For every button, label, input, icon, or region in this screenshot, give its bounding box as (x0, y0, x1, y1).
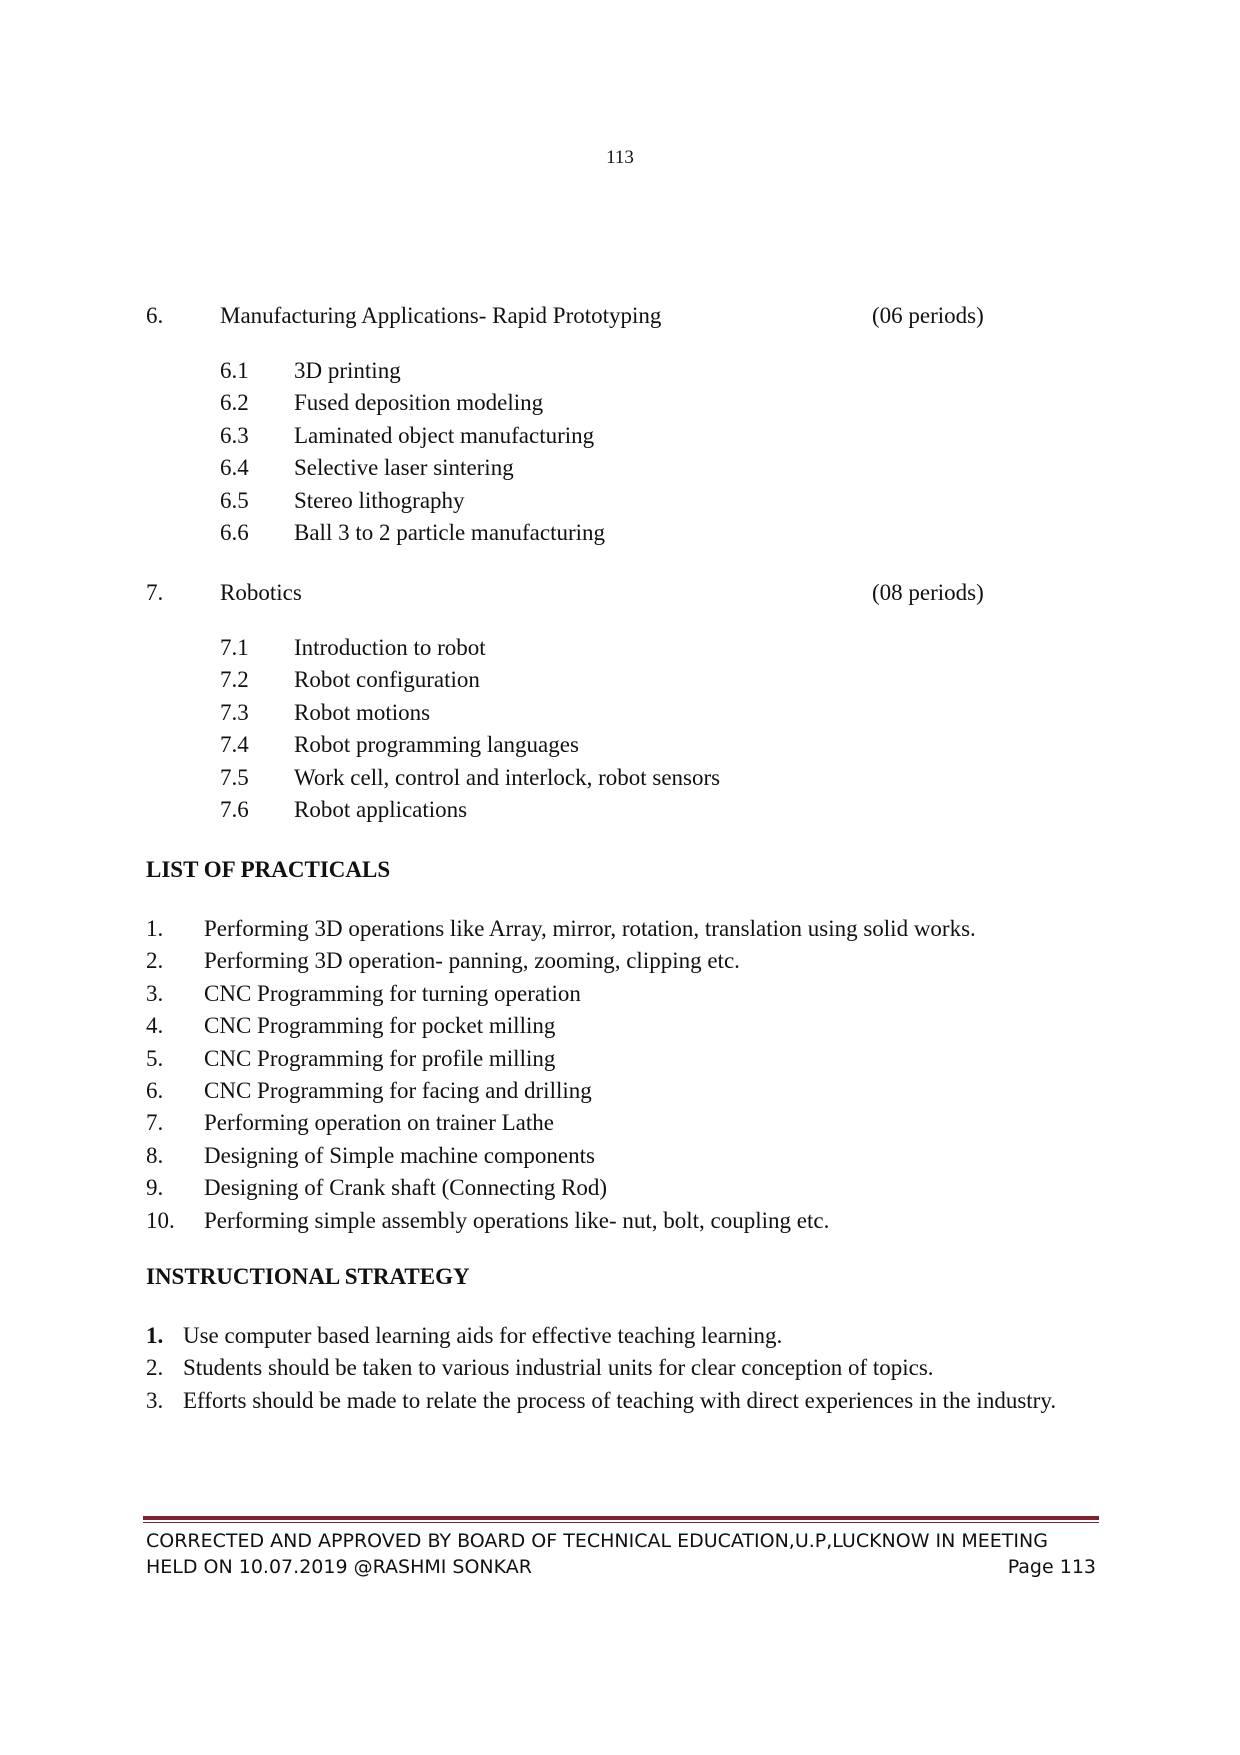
page-number-top: 113 (606, 147, 634, 168)
footer-approval-text: HELD ON 10.07.2019 @RASHMI SONKAR (146, 1556, 532, 1578)
list-item (146, 1205, 1096, 1237)
practical-number: 5. (146, 1045, 164, 1071)
list-item (220, 355, 1000, 387)
strategy-number: 1. (146, 1323, 164, 1348)
topic-number: 7.2 (220, 667, 249, 693)
section-title: Manufacturing Applications- Rapid Prototyping (220, 303, 662, 328)
practical-text: Performing operation on trainer Lathe (204, 1110, 554, 1136)
strategy-text: Students should be taken to various industrial units for clear conception of topics. (183, 1355, 934, 1381)
topic-text: Robot applications (294, 796, 468, 822)
list-item (220, 697, 1000, 729)
topic-text: Robot motions (294, 699, 431, 725)
topic-text: 3D printing (294, 358, 401, 383)
practicals-list (146, 913, 1096, 1237)
list-item (146, 1107, 1096, 1139)
section-7 (146, 578, 1000, 826)
list-item (220, 664, 1000, 696)
list-item (220, 485, 1000, 517)
section-6 (146, 301, 1000, 549)
section-number: 6. (146, 303, 164, 328)
list-item (146, 1075, 1096, 1107)
practical-text: CNC Programming for pocket milling (204, 1013, 556, 1039)
strategy-number: 2. (146, 1355, 164, 1381)
practicals-heading: LIST OF PRACTICALS (146, 857, 391, 882)
list-item (220, 387, 1000, 419)
topic-text: Selective laser sintering (294, 455, 514, 481)
section-6-topics (220, 355, 1000, 549)
footer-line-1: CORRECTED AND APPROVED BY BOARD OF TECHNICAL EDUCATION,U.P,LUCKNOW IN MEETING (146, 1530, 1048, 1552)
strategy-list (146, 1320, 1096, 1417)
practical-text: CNC Programming for profile milling (204, 1045, 556, 1071)
footer-rule (143, 1516, 1099, 1520)
strategy-heading: INSTRUCTIONAL STRATEGY (146, 1264, 470, 1289)
footer-line-2 (146, 1554, 1096, 1580)
topic-text: Fused deposition modeling (294, 390, 544, 416)
list-item (220, 452, 1000, 484)
list-item (220, 762, 1000, 794)
topic-text: Robot configuration (294, 667, 480, 693)
topic-number: 6.6 (220, 519, 249, 545)
practical-text: Performing 3D operation- panning, zooming, clipping etc. (204, 948, 740, 974)
footer-page-label: Page 113 (1007, 1556, 1096, 1578)
practical-text: CNC Programming for turning operation (204, 980, 581, 1006)
topic-number: 6.1 (220, 358, 249, 383)
practical-text: Performing 3D operations like Array, mirror, rotation, translation using solid works. (204, 916, 976, 941)
topic-text: Ball 3 to 2 particle manufacturing (294, 519, 606, 545)
list-item (146, 1043, 1096, 1075)
footer-rule-thin (143, 1522, 1099, 1523)
topic-text: Laminated object manufacturing (294, 422, 595, 448)
topic-number: 7.5 (220, 764, 249, 790)
practical-number: 7. (146, 1110, 164, 1136)
topic-text: Robot programming languages (294, 732, 579, 758)
practical-number: 2. (146, 948, 164, 974)
topic-number: 7.3 (220, 699, 249, 725)
section-title: Robotics (220, 580, 302, 605)
topic-text: Work cell, control and interlock, robot sensors (294, 764, 721, 790)
topic-number: 7.1 (220, 635, 249, 660)
list-item (220, 517, 1000, 549)
topic-number: 6.5 (220, 487, 249, 513)
strategy-text: Efforts should be made to relate the process of teaching with direct experiences in the industry. (183, 1387, 1057, 1413)
practical-text: Designing of Crank shaft (Connecting Rod) (204, 1175, 608, 1201)
list-item (146, 913, 1096, 945)
strategy-number: 3. (146, 1387, 164, 1413)
topic-text: Stereo lithography (294, 487, 465, 513)
practical-text: Performing simple assembly operations like- nut, bolt, coupling etc. (204, 1207, 830, 1233)
practical-number: 4. (146, 1013, 164, 1039)
section-7-heading (146, 578, 1000, 608)
list-item (220, 794, 1000, 826)
practical-number: 3. (146, 980, 164, 1006)
topic-number: 7.6 (220, 796, 249, 822)
topic-number: 7.4 (220, 732, 249, 758)
section-number: 7. (146, 580, 164, 605)
section-7-topics (220, 632, 1000, 826)
topic-number: 6.3 (220, 422, 249, 448)
practical-number: 8. (146, 1142, 164, 1168)
topic-number: 6.4 (220, 455, 249, 481)
topic-number: 6.2 (220, 390, 249, 416)
practical-number: 1. (146, 916, 164, 941)
section-periods: (08 periods) (872, 580, 984, 605)
list-item (220, 632, 1000, 664)
practical-text: Designing of Simple machine components (204, 1142, 595, 1168)
list-item (146, 945, 1096, 977)
section-periods: (06 periods) (872, 303, 984, 328)
topic-text: Introduction to robot (294, 635, 486, 660)
list-item (146, 1385, 1096, 1417)
list-item (146, 1320, 1096, 1352)
practical-number: 10. (146, 1207, 175, 1233)
practical-number: 9. (146, 1175, 164, 1201)
list-item (146, 1010, 1096, 1042)
list-item (146, 1172, 1096, 1204)
list-item (146, 1140, 1096, 1172)
page-footer (146, 1528, 1096, 1580)
section-6-heading (146, 301, 1000, 331)
list-item (146, 978, 1096, 1010)
practical-text: CNC Programming for facing and drilling (204, 1077, 592, 1103)
list-item (220, 729, 1000, 761)
list-item (146, 1352, 1096, 1384)
practical-number: 6. (146, 1077, 164, 1103)
list-item (220, 420, 1000, 452)
strategy-text: Use computer based learning aids for effective teaching learning. (183, 1323, 783, 1348)
